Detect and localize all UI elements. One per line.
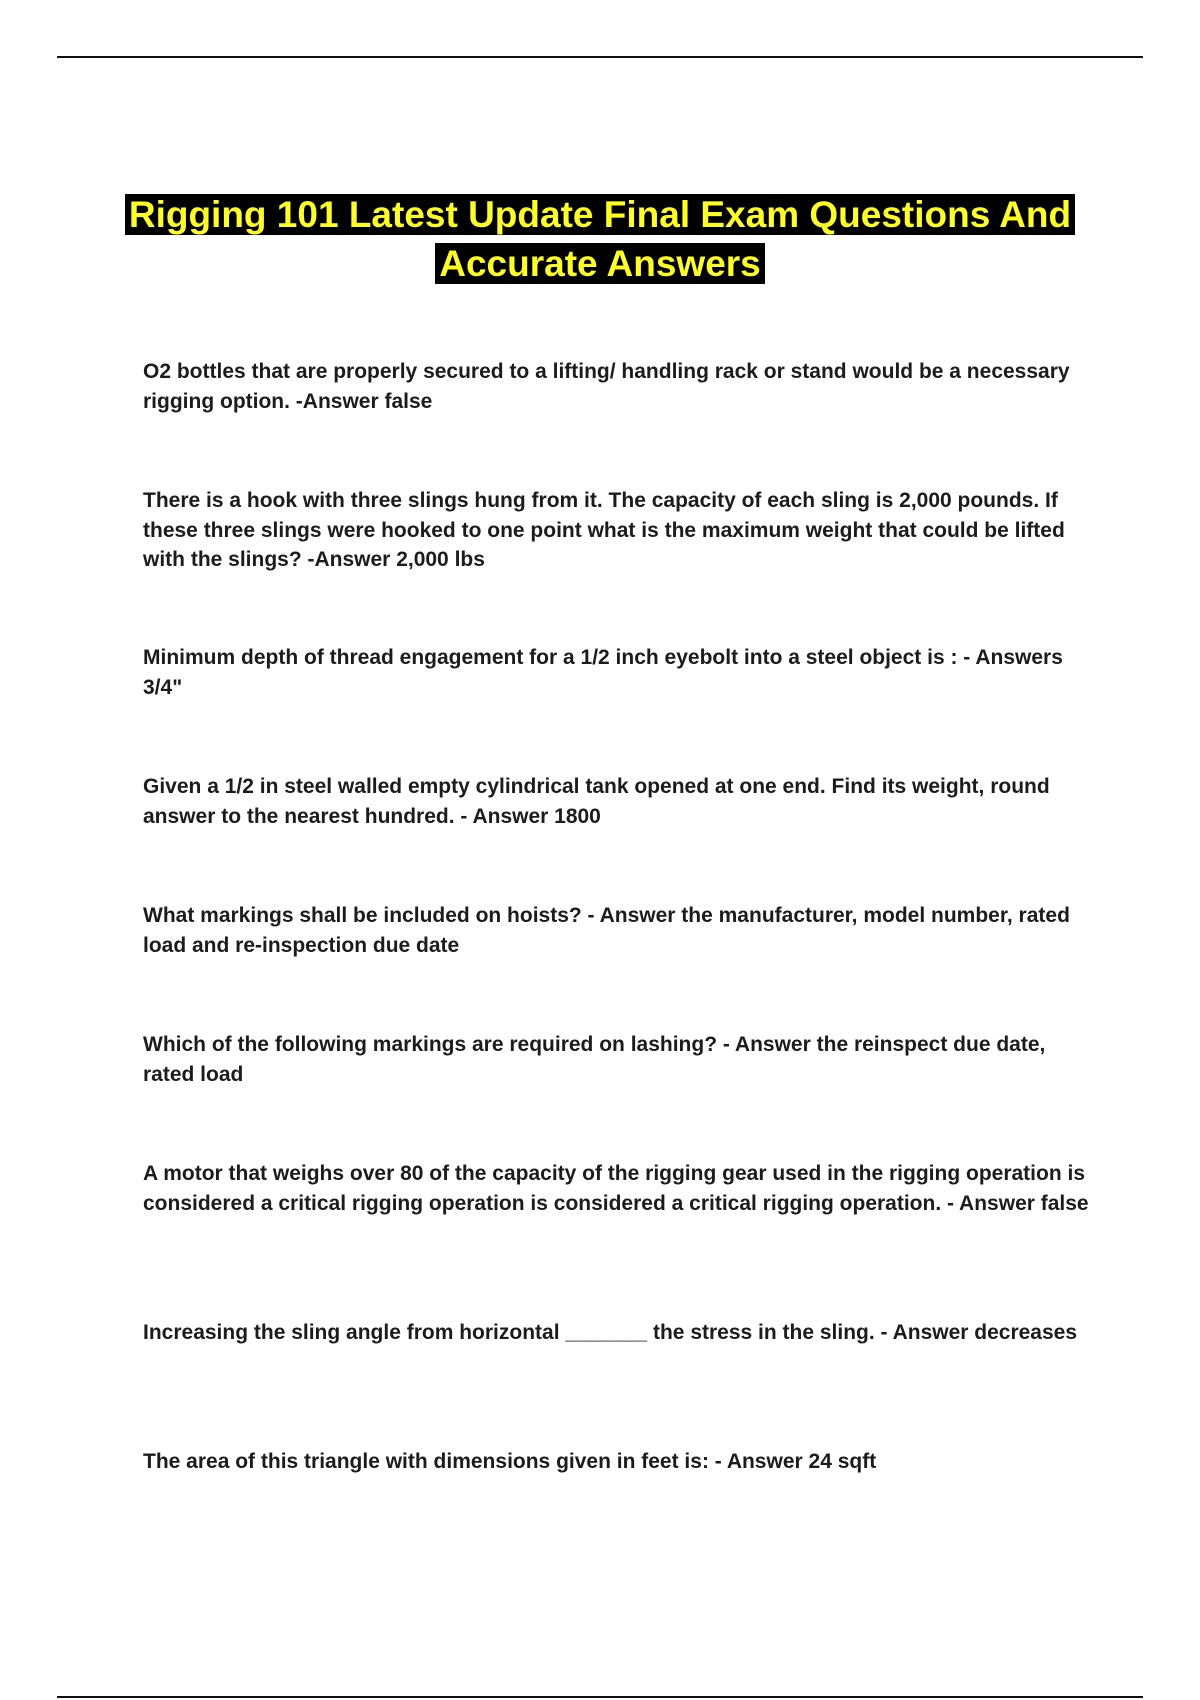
qa-item-4: Given a 1/2 in steel walled empty cylindrical tank opened at one end. Find its weight, round answer to the nearest hundred. - Answer 1800 xyxy=(143,775,1050,828)
qa-item-9: The area of this triangle with dimensions given in feet is: - Answer 24 sqft xyxy=(143,1450,877,1473)
qa-item-6: Which of the following markings are required on lashing? - Answer the reinspect due date, rated load xyxy=(143,1033,1046,1086)
qa-item-1: O2 bottles that are properly secured to a lifting/ handling rack or stand would be a necessary rigging option. -Answer false xyxy=(143,360,1070,413)
document-title xyxy=(100,190,1100,288)
qa-item-8: Increasing the sling angle from horizontal _______ the stress in the sling. - Answer decreases xyxy=(143,1321,1078,1344)
qa-item-7: A motor that weighs over 80 of the capacity of the rigging gear used in the rigging operation is considered a critical rigging operation is considered a critical rigging operation. - Answer false xyxy=(143,1162,1089,1215)
bottom-rule xyxy=(57,1696,1143,1698)
qa-item-3: Minimum depth of thread engagement for a 1/2 inch eyebolt into a steel object is : - Answers 3/4" xyxy=(143,646,1063,699)
title-line-1: Rigging 101 Latest Update Final Exam Questions And xyxy=(125,194,1075,235)
title-line-2: Accurate Answers xyxy=(435,243,765,284)
qa-item-2: There is a hook with three slings hung from it. The capacity of each sling is 2,000 pounds. If these three slings were hooked to one point what is the maximum weight that could be lifted with the slings? -Answer 2,000 lbs xyxy=(143,489,1065,571)
qa-item-5: What markings shall be included on hoists? - Answer the manufacturer, model number, rated load and re-inspection due date xyxy=(143,904,1070,957)
top-rule xyxy=(57,56,1143,58)
